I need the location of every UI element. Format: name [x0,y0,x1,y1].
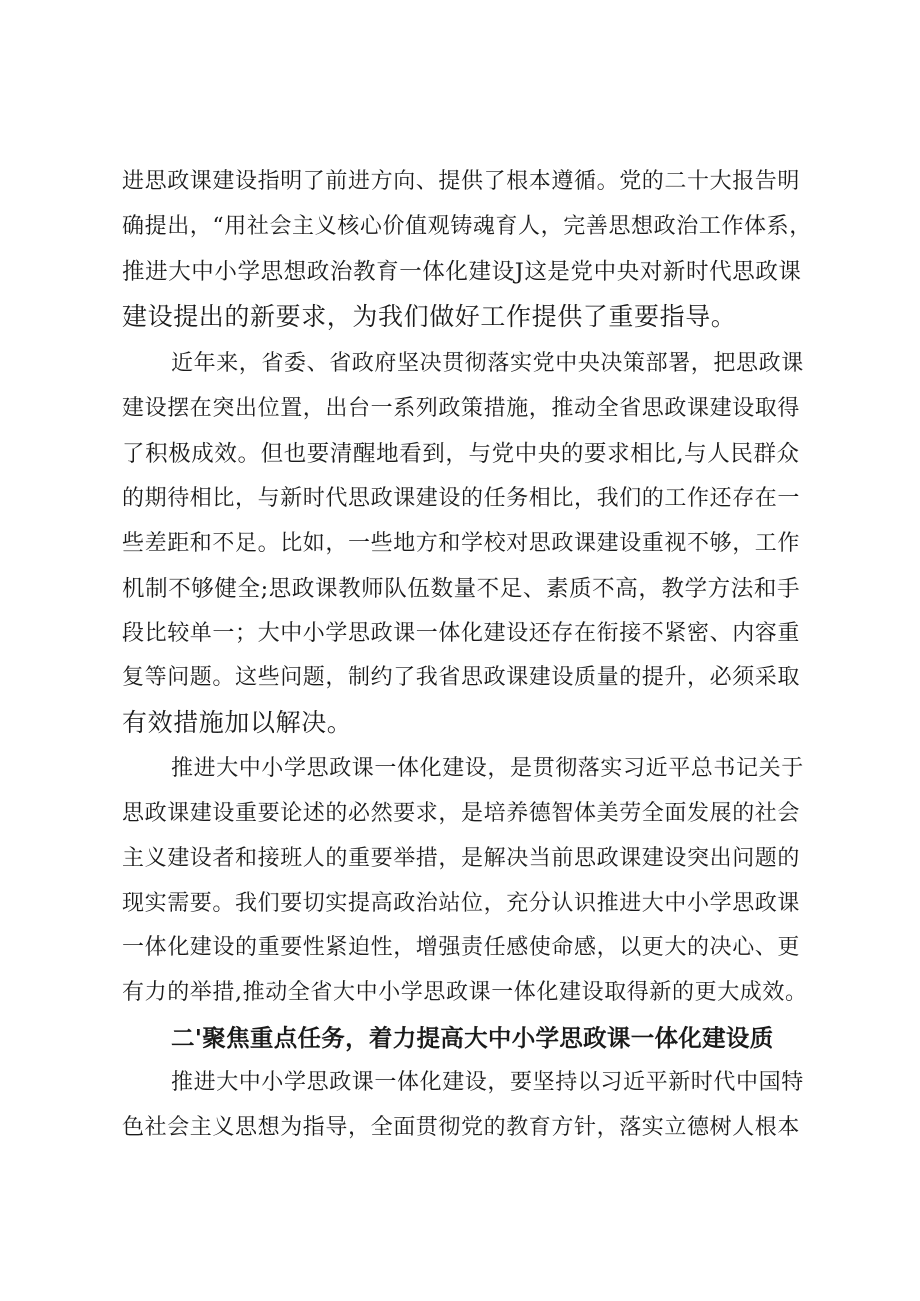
paragraph-1-line-1: 进思政课建设指明了前进方向、提供了根本遵循。党的二十大报告明 [122,169,801,194]
paragraph-2-line-9: 有效措施加以解决。 [122,708,353,737]
paragraph-2-line-7: 段比较单一；大中小学思政课一体化建设还存在衔接不紧密、内容重 [122,621,801,646]
paragraph-2-line-3: 了积极成效。但也要清醒地看到，与党中央的要求相比,与人民群众 [122,441,800,467]
paragraph-2-line-2: 建设摆在突出位置，出台一系列政策措施，推动全省思政课建设取得 [122,396,801,421]
paragraph-3-line-3: 主义建设者和接班人的重要举措，是解决当前思政课建设突出问题的 [122,846,801,871]
section-heading: 二'聚焦重点任务，着力提高大中小学思政课一体化建设质 [171,1024,774,1052]
paragraph-3-line-6: 有力的举措,推动全省大中小学思政课一体化建设取得新的更大成效。 [122,980,808,1005]
paragraph-2-line-8: 复等问题。这些问题，制约了我省思政课建设质量的提升，必须采取 [122,665,801,690]
paragraph-2-line-4: 的期待相比，与新时代思政课建设的任务相比，我们的工作还存在一 [122,486,801,511]
paragraph-1-line-3: 推进大中小学思想政治教育一体化建设J这是党中央对新时代思政课 [122,259,802,285]
paragraph-4-line-2: 色社会主义思想为指导，全面贯彻党的教育方针，落实立德树人根本 [122,1115,801,1140]
paragraph-3-line-1: 推进大中小学思政课一体化建设，是贯彻落实习近平总书记关于 [171,756,804,781]
paragraph-3-line-4: 现实需要。我们要切实提高政治站位，充分认识推进大中小学思政课 [122,891,801,916]
paragraph-2-line-5: 些差距和不足。比如，一些地方和学校对思政课建设重视不够，工作 [122,531,801,556]
paragraph-2-line-1: 近年来，省委、省政府坚决贯彻落实党中央决策部署，把思政课 [171,351,804,376]
paragraph-3-line-2: 思政课建设重要论述的必然要求，是培养德智体美劳全面发展的社会 [122,801,801,826]
paragraph-2-line-6: 机制不够健全;思政课教师队伍数量不足、素质不高，教学方法和手 [122,576,801,602]
paragraph-1-line-2: 确提出，“用社会主义核心价值观铸魂育人，完善思想政治工作体系， [122,214,812,239]
paragraph-1-line-4: 建设提出的新要求，为我们做好工作提供了重要指导。 [122,302,737,331]
paragraph-4-line-1: 推进大中小学思政课一体化建设，要坚持以习近平新时代中国特 [171,1070,804,1095]
paragraph-3-line-5: 一体化建设的重要性紧迫性，增强责任感使命感，以更大的决心、更 [122,935,801,960]
